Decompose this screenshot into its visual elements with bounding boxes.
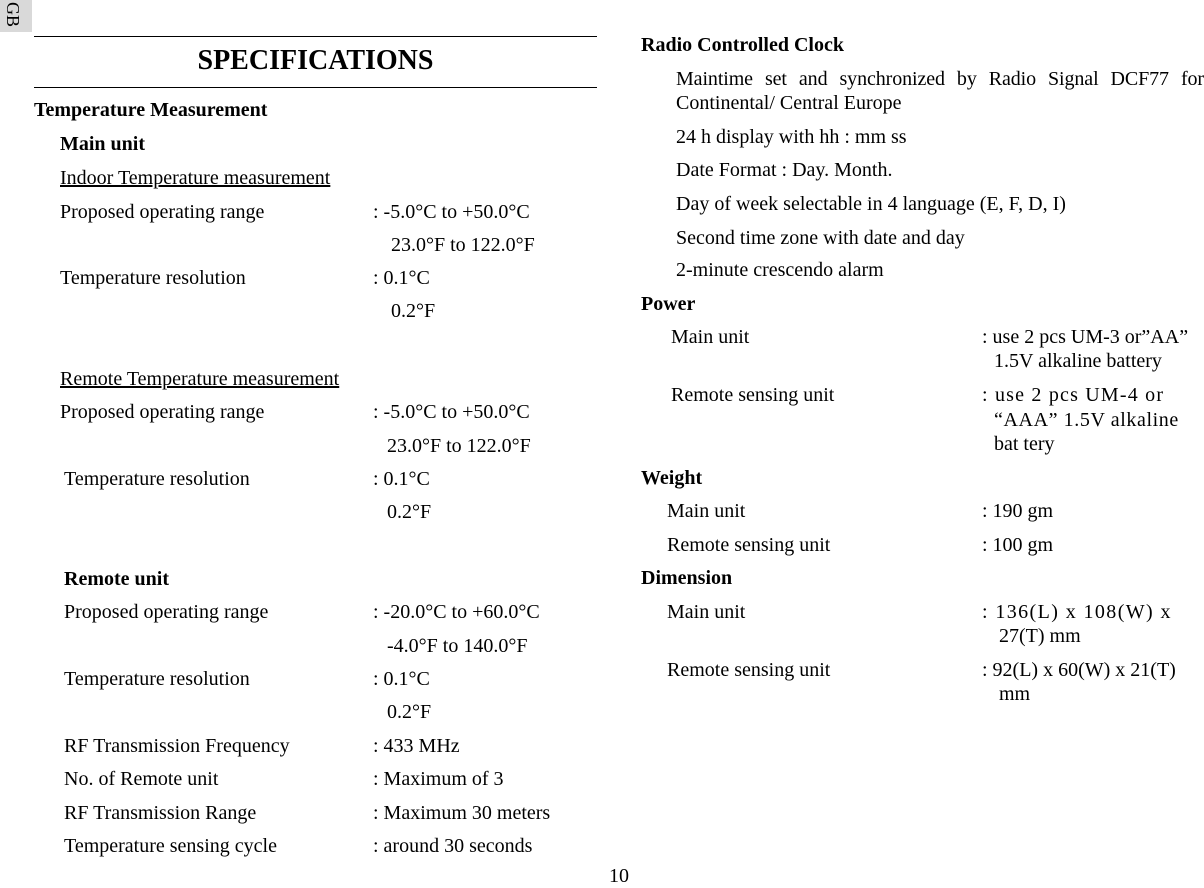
rf-range-value: : Maximum 30 meters bbox=[373, 802, 551, 824]
clock-line-6: 2-minute crescendo alarm bbox=[676, 259, 884, 281]
remote-temp-range-label: Proposed operating range bbox=[60, 401, 265, 423]
sensing-cycle-label: Temperature sensing cycle bbox=[64, 835, 277, 857]
dimension-remote-label: Remote sensing unit bbox=[667, 659, 831, 681]
dimension-main-value-2: 27(T) mm bbox=[999, 625, 1081, 647]
power-remote-label: Remote sensing unit bbox=[671, 384, 835, 406]
clock-line-4: Day of week selectable in 4 language (E, F, D, I) bbox=[676, 193, 1066, 215]
indoor-resolution-fahrenheit: 0.2°F bbox=[391, 300, 436, 322]
title-top-rule bbox=[34, 36, 597, 37]
clock-line-1b: Continental/ Central Europe bbox=[676, 92, 902, 114]
rf-range-label: RF Transmission Range bbox=[64, 802, 257, 824]
section-temperature-measurement: Temperature Measurement bbox=[34, 99, 268, 121]
remote-range-fahrenheit: -4.0°F to 140.0°F bbox=[387, 635, 528, 657]
heading-power: Power bbox=[641, 293, 696, 315]
indoor-range-label: Proposed operating range bbox=[60, 201, 265, 223]
remote-temp-range-celsius: : -5.0°C to +50.0°C bbox=[373, 401, 530, 423]
weight-main-label: Main unit bbox=[667, 500, 746, 522]
language-tab bbox=[0, 0, 32, 32]
rf-frequency-value: : 433 MHz bbox=[373, 735, 460, 757]
heading-indoor-temperature: Indoor Temperature measurement bbox=[60, 167, 331, 189]
clock-line-3: Date Format : Day. Month. bbox=[676, 159, 893, 181]
power-remote-value-2: “AAA” 1.5V alkaline bbox=[994, 409, 1179, 431]
heading-remote-unit: Remote unit bbox=[64, 568, 169, 590]
dimension-remote-value-2: mm bbox=[999, 683, 1031, 705]
title-bottom-rule bbox=[34, 87, 597, 88]
remote-resolution-celsius: : 0.1°C bbox=[373, 668, 430, 690]
indoor-resolution-label: Temperature resolution bbox=[60, 267, 246, 289]
dimension-main-label: Main unit bbox=[667, 601, 746, 623]
remote-temp-resolution-label: Temperature resolution bbox=[64, 468, 250, 490]
heading-radio-clock: Radio Controlled Clock bbox=[641, 34, 844, 56]
indoor-range-celsius: : -5.0°C to +50.0°C bbox=[373, 201, 530, 223]
remote-temp-resolution-fahrenheit: 0.2°F bbox=[387, 501, 432, 523]
remote-resolution-fahrenheit: 0.2°F bbox=[387, 701, 432, 723]
power-main-value-1: : use 2 pcs UM-3 or”AA” bbox=[982, 326, 1189, 348]
heading-weight: Weight bbox=[641, 467, 703, 489]
remote-temp-range-fahrenheit: 23.0°F to 122.0°F bbox=[387, 435, 531, 457]
weight-main-value: : 190 gm bbox=[982, 500, 1054, 522]
power-main-label: Main unit bbox=[671, 326, 750, 348]
weight-remote-label: Remote sensing unit bbox=[667, 534, 831, 556]
remote-range-label: Proposed operating range bbox=[64, 601, 269, 623]
indoor-resolution-celsius: : 0.1°C bbox=[373, 267, 430, 289]
clock-line-2: 24 h display with hh : mm ss bbox=[676, 126, 907, 148]
dimension-main-value-1: : 136(L) x 108(W) x bbox=[982, 601, 1172, 623]
remote-range-celsius: : -20.0°C to +60.0°C bbox=[373, 601, 540, 623]
remote-count-value: : Maximum of 3 bbox=[373, 768, 504, 790]
page-title: SPECIFICATIONS bbox=[197, 45, 434, 76]
dimension-remote-value-1: : 92(L) x 60(W) x 21(T) bbox=[982, 659, 1176, 681]
power-remote-value-3: bat tery bbox=[994, 433, 1055, 455]
heading-main-unit: Main unit bbox=[60, 133, 146, 155]
language-tab-label: GB bbox=[3, 2, 23, 28]
power-main-value-2: 1.5V alkaline battery bbox=[994, 350, 1162, 372]
remote-temp-resolution-celsius: : 0.1°C bbox=[373, 468, 430, 490]
heading-dimension: Dimension bbox=[641, 567, 733, 589]
weight-remote-value: : 100 gm bbox=[982, 534, 1054, 556]
page-number: 10 bbox=[609, 865, 629, 887]
clock-line-5: Second time zone with date and day bbox=[676, 227, 965, 249]
power-remote-value-1: : use 2 pcs UM-4 or bbox=[982, 384, 1165, 406]
remote-resolution-label: Temperature resolution bbox=[64, 668, 250, 690]
heading-remote-temperature: Remote Temperature measurement bbox=[60, 368, 340, 390]
clock-line-1a: Maintime set and synchronized by Radio Signal DCF77 for bbox=[676, 68, 1204, 90]
rf-frequency-label: RF Transmission Frequency bbox=[64, 735, 290, 757]
sensing-cycle-value: : around 30 seconds bbox=[373, 835, 533, 857]
remote-count-label: No. of Remote unit bbox=[64, 768, 219, 790]
indoor-range-fahrenheit: 23.0°F to 122.0°F bbox=[391, 234, 535, 256]
